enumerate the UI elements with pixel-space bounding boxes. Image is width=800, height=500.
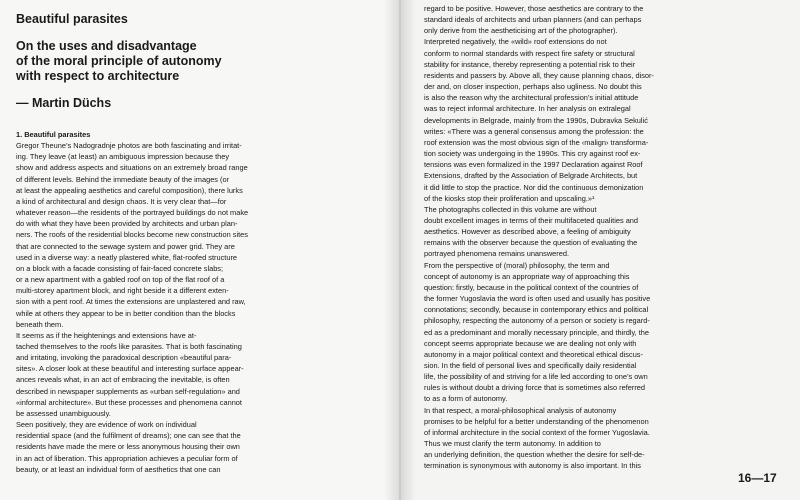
chapter-title: Beautiful parasites [16, 12, 128, 26]
section-title: 1. Beautiful parasites [16, 130, 91, 139]
left-body-text: Gregor Theune’s Nadogradnje photos are both fascinating and irritat- ing. They leave (at least) an ambiguous impression because they show and address aspects and situations on an extremely broad range of different levels. Behind the immediate beauty of the images (or at least the appealing aesthetics and careful composition), there lurks a kind of architectural and design chaos. It is very clear that—for whatever reason—the residents of the portrayed buildings do not make do with what they have been provided by architects and urban plan- ners. The roofs of the residential blocks become new construction sites that are connected to the sewage system and power grid. They are used in a diverse way: a neatly plastered white, flat-roofed structure on a block with a facade consisting of fair-faced concrete slabs; or a new apartment with a gabled roof on top of the flat roof of a multi-storey apartment block, and right beside it a different exten- sion with a pent roof. At times the extensions are unplastered and raw, while at others they appear to be in better condition than the blocks beneath them. It seems as if the heightenings and extensions have at- tached themselves to the roofs like parasites. That is both fascinating and irritating, invoking the paradoxical description «beautiful para- sites». A closer look at these beautiful and interesting surface appear- ances reveals what, in an act of embracing the inevitable, is often described in newspaper supplements as «urban self-regulation» and «informal architecture». But these processes and phenomena cannot be assessed unambiguously. Seen positively, they are evidence of work on individual residential space (and the fulfilment of dreams); one can see that the residents have made the mere or less anonymous housing their own in an act of liberation. This appropriation achieves a peculiar form of beauty, or at least an individual form of aesthetics that one can [16, 141, 249, 474]
right-body-text: regard to be positive. However, those aesthetics are contrary to the standard ideals of architects and urban planners (and can perhaps only derive from the aestheticising art of the photographer). Interpreted negatively, the «wild» roof extensions do not conform to normal standards with respect fire safety or structural stability for instance, thereby representing a potential risk to their residents and passers by. Above all, they cause planning chaos, disor- der and, on closer inspection, perhaps also ugliness. No doubt this is also the reason why the architectural profession’s initial attitude was to reject informal architecture. In her analysis on extralegal developments in Belgrade, mainly from the 1990s, Dubravka Sekulić writes: «There was a general consensus among the profession: the roof extension was the most obvious sign of the ‹malign› transforma- tion society was undergoing in the 1990s. This cry against roof ex- tensions was even formalized in the 1997 Declaration against Roof Extensions, drafted by the Association of Belgrade Architects, but it did little to stop the practice. Nor did the continuous demonization of the kiosks stop their proliferation and upscaling.»¹ The photographs collected in this volume are without doubt excellent images in terms of their multifaceted qualities and aesthetics. However as described above, a feeling of ambiguity remains with the observer because the question of evaluating the portrayed phenomena remains unanswered. From the perspective of (moral) philosophy, the term and concept of autonomy is an appropriate way of approaching this question: firstly, because in the political context of the countries of the former Yugoslavia the word is often used and usually has positive connotations; secondly, because in contemporary ethics and political philosophy, respecting the autonomy of a person or society is regard- ed as a predominant and morally necessary principle, and thirdly, the concept seems appropriate because we are dealing not only with autonomy in a major political context and theoretical ethical discus- sion. In the field of personal lives and specifically daily residential life, the possibility of and striving for a life led according to one’s own rules is without doubt a driving force that is sometimes also referred to as a form of autonomy. In that respect, a moral-philosophical analysis of autonomy promises to be helpful for a better understanding of the phenomenon of informal architecture in the social context of the former Yugoslavia. Thus we must clarify the term autonomy. In addition to an underlying definition, the question whether the desire for self-de- termination is synonymous with autonomy is also important. In this [424, 4, 654, 471]
author-line: — Martin Düchs [16, 96, 112, 110]
chapter-subtitle: On the uses and disadvantage of the moral principle of autonomy with respect to architecture [16, 39, 222, 83]
left-body [16, 129, 361, 475]
page-number: 16—17 [738, 471, 777, 485]
left-page [0, 0, 399, 500]
chapter-header [16, 12, 356, 111]
